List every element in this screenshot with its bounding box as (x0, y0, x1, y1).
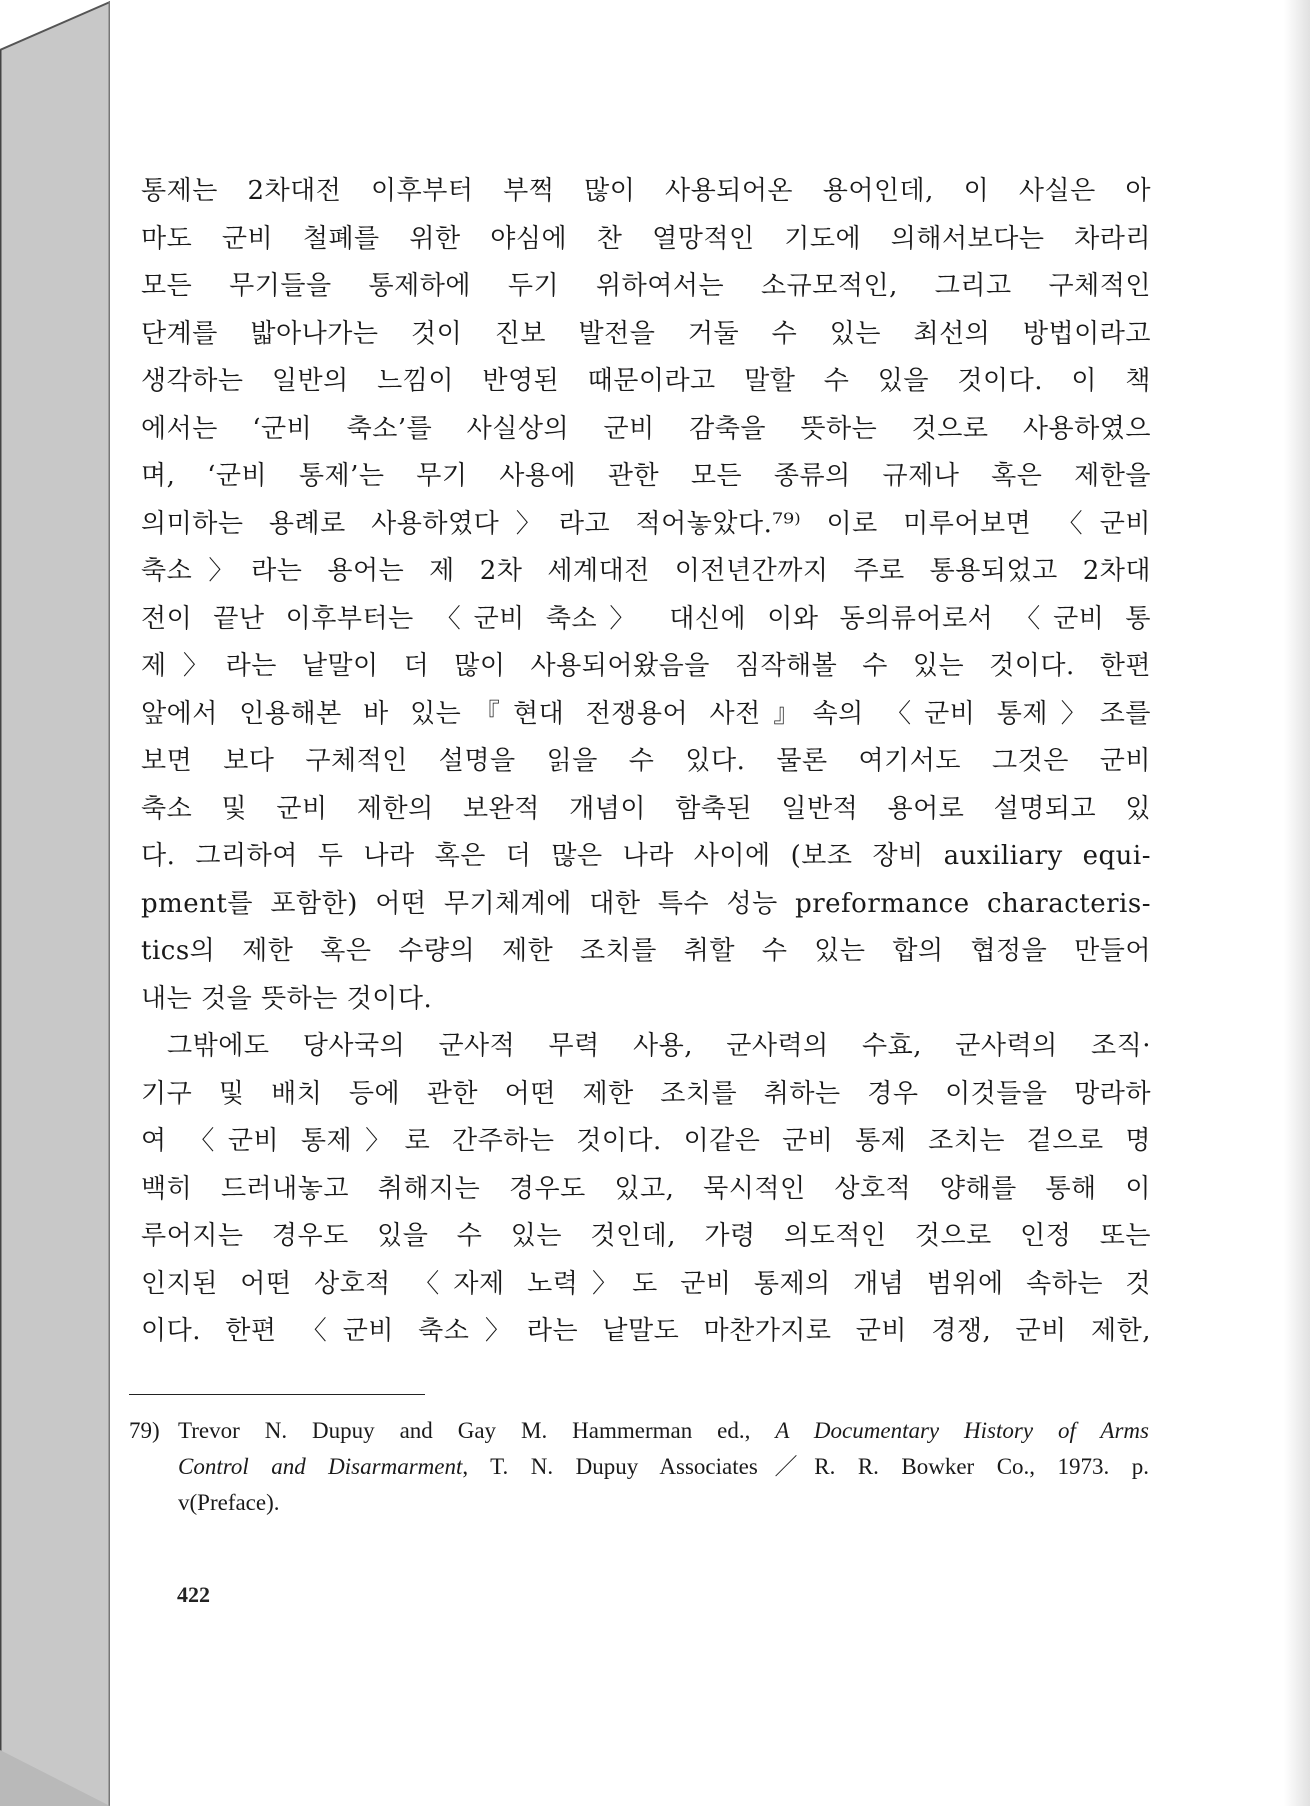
body-line: 모든 무기들을 통제하에 두기 위하여서는 소규모적인, 그리고 구체적인 (141, 271, 1151, 301)
body-line: 이다. 한편 〈군비 축소〉라는 낱말도 마찬가지로 군비 경쟁, 군비 제한, (141, 1316, 1151, 1346)
body-line: 생각하는 일반의 느낌이 반영된 때문이라고 말할 수 있을 것이다. 이 책 (141, 366, 1151, 396)
body-line: 며, ‘군비 통제’는 무기 사용에 관한 모든 종류의 규제나 혹은 제한을 (141, 461, 1151, 491)
footnote-publisher: , T. N. Dupuy Associates／R. R. Bowker Co., 1973. p. (462, 1454, 1149, 1479)
footnote-title-part1: A Documentary History of Arms (775, 1418, 1149, 1443)
body-line: 제〉라는 낱말이 더 많이 사용되어왔음을 짐작해볼 수 있는 것이다. 한편 (141, 651, 1151, 681)
body-line: 보면 보다 구체적인 설명을 읽을 수 있다. 물론 여기서도 그것은 군비 (141, 746, 1151, 776)
body-line: 기구 및 배치 등에 관한 어떤 제한 조치를 취하는 경우 이것들을 망라하 (141, 1078, 1151, 1109)
footnote-line (178, 1413, 1149, 1449)
footnote-authors: Trevor N. Dupuy and Gay M. Hammerman ed., (178, 1418, 776, 1443)
body-line: 루어지는 경우도 있을 수 있는 것인데, 가령 의도적인 것으로 인정 또는 (141, 1221, 1151, 1251)
body-line: 통제는 2차대전 이후부터 부쩍 많이 사용되어온 용어인데, 이 사실은 아 (141, 176, 1151, 206)
body-line: 인지된 어떤 상호적 〈자제 노력〉도 군비 통제의 개념 범위에 속하는 것 (141, 1268, 1151, 1299)
footnote-line (178, 1449, 1149, 1485)
footnote-title-part2: Control and Disarmarment (178, 1454, 463, 1479)
body-line: 마도 군비 철폐를 위한 야심에 찬 열망적인 기도에 의해서보다는 차라리 (141, 223, 1151, 254)
body-line: 내는 것을 뜻하는 것이다. (141, 983, 433, 1014)
body-line: 축소〉라는 용어는 제 2차 세계대전 이전년간까지 주로 통용되었고 2차대 (141, 556, 1151, 586)
body-line: 여 〈군비 통제〉로 간주하는 것이다. 이같은 군비 통제 조치는 겉으로 명 (141, 1126, 1151, 1156)
body-line: pment를 포함한) 어떤 무기체계에 대한 특수 성능 preformance characteris- (141, 888, 1151, 919)
body-line: 축소 및 군비 제한의 보완적 개념이 함축된 일반적 용어로 설명되고 있 (141, 793, 1151, 824)
body-line: 의미하는 용례로 사용하였다〉라고 적어놓았다.⁷⁹⁾ 이로 미루어보면 〈군비 (141, 508, 1151, 539)
page-number: 422 (177, 1582, 210, 1607)
body-line: 다. 그리하여 두 나라 혹은 더 많은 나라 사이에 (보조 장비 auxiliary equi- (141, 841, 1151, 871)
body-line: 전이 끝난 이후부터는 〈군비 축소〉 대신에 이와 동의류어로서 〈군비 통 (141, 603, 1151, 634)
footnote (129, 1413, 1149, 1521)
body-text (141, 168, 1151, 1356)
body-line: 단계를 밟아나가는 것이 진보 발전을 거둘 수 있는 최선의 방법이라고 (141, 318, 1151, 349)
body-line: 그밖에도 당사국의 군사적 무력 사용, 군사력의 수효, 군사력의 조직· (167, 1031, 1151, 1061)
book-spine (0, 0, 112, 1806)
footnote-line: v(Preface). (178, 1490, 280, 1515)
footnote-number: 79) (129, 1418, 160, 1443)
footnote-divider (129, 1394, 425, 1395)
body-line: tics의 제한 혹은 수량의 제한 조치를 취할 수 있는 합의 협정을 만들어 (141, 936, 1151, 966)
body-line: 앞에서 인용해본 바 있는『현대 전쟁용어 사전』속의 〈군비 통제〉조를 (141, 698, 1151, 729)
body-line: 에서는 ‘군비 축소’를 사실상의 군비 감축을 뜻하는 것으로 사용하였으 (141, 413, 1151, 444)
page-edge-shadow (1284, 0, 1310, 1806)
body-line: 백히 드러내놓고 취해지는 경우도 있고, 묵시적인 상호적 양해를 통해 이 (141, 1173, 1151, 1204)
